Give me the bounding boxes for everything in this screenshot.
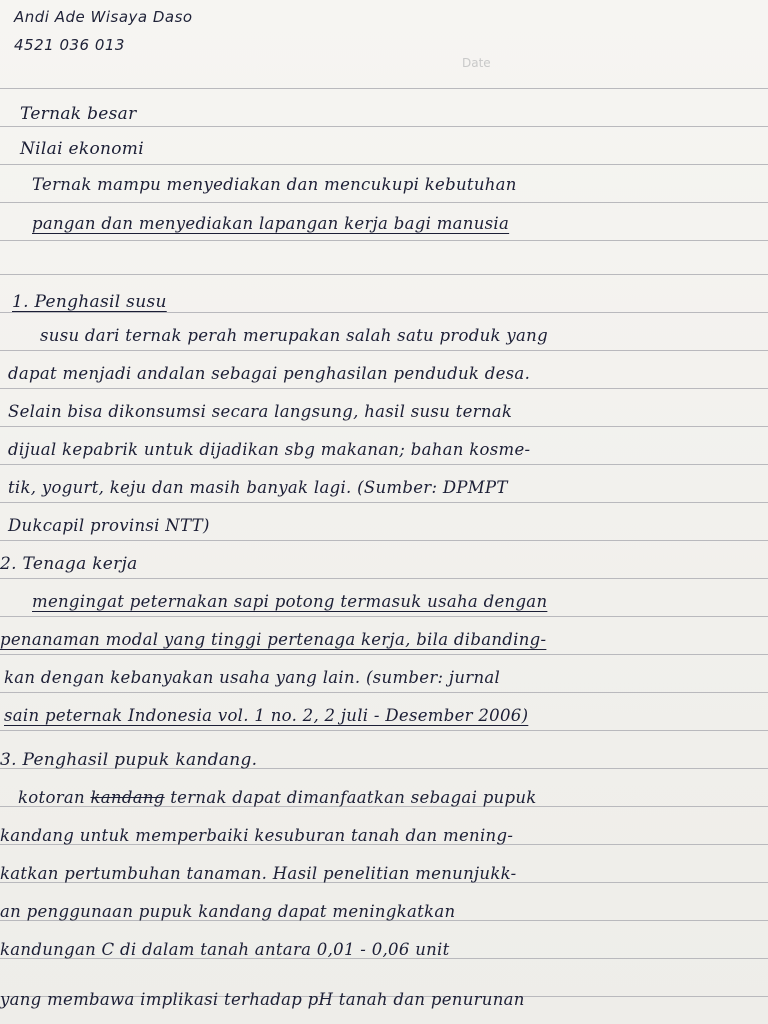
note-line: Ternak mampu menyediakan dan mencukupi kebutuhan <box>32 175 517 194</box>
note-subtitle: Nilai ekonomi <box>20 139 144 159</box>
section-heading-2: 2. Tenaga kerja <box>0 554 138 574</box>
note-line: penanaman modal yang tinggi pertenaga kerja, bila dibanding- <box>0 630 547 649</box>
note-line: kandungan C di dalam tanah antara 0,01 - 0,06 unit <box>0 940 450 959</box>
student-id: 4521 036 013 <box>14 36 125 54</box>
ruled-line <box>0 464 768 465</box>
note-line: katkan pertumbuhan tanaman. Hasil penelitian menunjukk- <box>0 864 517 883</box>
note-line: kan dengan kebanyakan usaha yang lain. (sumber: jurnal <box>4 668 501 687</box>
ruled-line <box>0 388 768 389</box>
section-heading-3: 3. Penghasil pupuk kandang. <box>0 750 258 770</box>
ruled-line <box>0 616 768 617</box>
section-heading-1: 1. Penghasil susu <box>12 292 167 312</box>
ruled-line <box>0 88 768 89</box>
ruled-line <box>0 426 768 427</box>
ruled-line <box>0 240 768 241</box>
note-title: Ternak besar <box>20 104 137 124</box>
student-name: Andi Ade Wisaya Daso <box>14 8 193 26</box>
ruled-line <box>0 692 768 693</box>
ruled-line <box>0 350 768 351</box>
ruled-line <box>0 578 768 579</box>
note-line: sain peternak Indonesia vol. 1 no. 2, 2 juli - Desember 2006) <box>4 706 529 725</box>
note-line: pangan dan menyediakan lapangan kerja bagi manusia <box>32 214 510 233</box>
ruled-line <box>0 202 768 203</box>
ruled-line <box>0 502 768 503</box>
note-line <box>18 788 537 807</box>
ruled-line <box>0 540 768 541</box>
date-label: Date <box>462 56 491 70</box>
crossed-out-word: kandang <box>90 788 165 807</box>
ruled-line <box>0 274 768 275</box>
ruled-line <box>0 126 768 127</box>
ruled-line <box>0 164 768 165</box>
note-line: dapat menjadi andalan sebagai penghasilan penduduk desa. <box>8 364 531 383</box>
note-line: dijual kepabrik untuk dijadikan sbg makanan; bahan kosme- <box>8 440 531 459</box>
note-line: kandang untuk memperbaiki kesuburan tanah dan mening- <box>0 826 514 845</box>
note-line: Selain bisa dikonsumsi secara langsung, hasil susu ternak <box>8 402 513 421</box>
note-line: mengingat peternakan sapi potong termasuk usaha dengan <box>32 592 548 611</box>
note-line: an penggunaan pupuk kandang dapat meningkatkan <box>0 902 456 921</box>
note-line: susu dari ternak perah merupakan salah satu produk yang <box>40 326 548 345</box>
ruled-line <box>0 730 768 731</box>
ruled-line <box>0 654 768 655</box>
ruled-line <box>0 312 768 313</box>
note-line: Dukcapil provinsi NTT) <box>8 516 210 535</box>
note-word: kotoran <box>18 788 85 807</box>
note-line: yang membawa implikasi terhadap pH tanah dan penurunan <box>0 990 525 1009</box>
note-line: tik, yogurt, keju dan masih banyak lagi. (Sumber: DPMPT <box>8 478 508 497</box>
note-word: ternak dapat dimanfaatkan sebagai pupuk <box>170 788 537 807</box>
